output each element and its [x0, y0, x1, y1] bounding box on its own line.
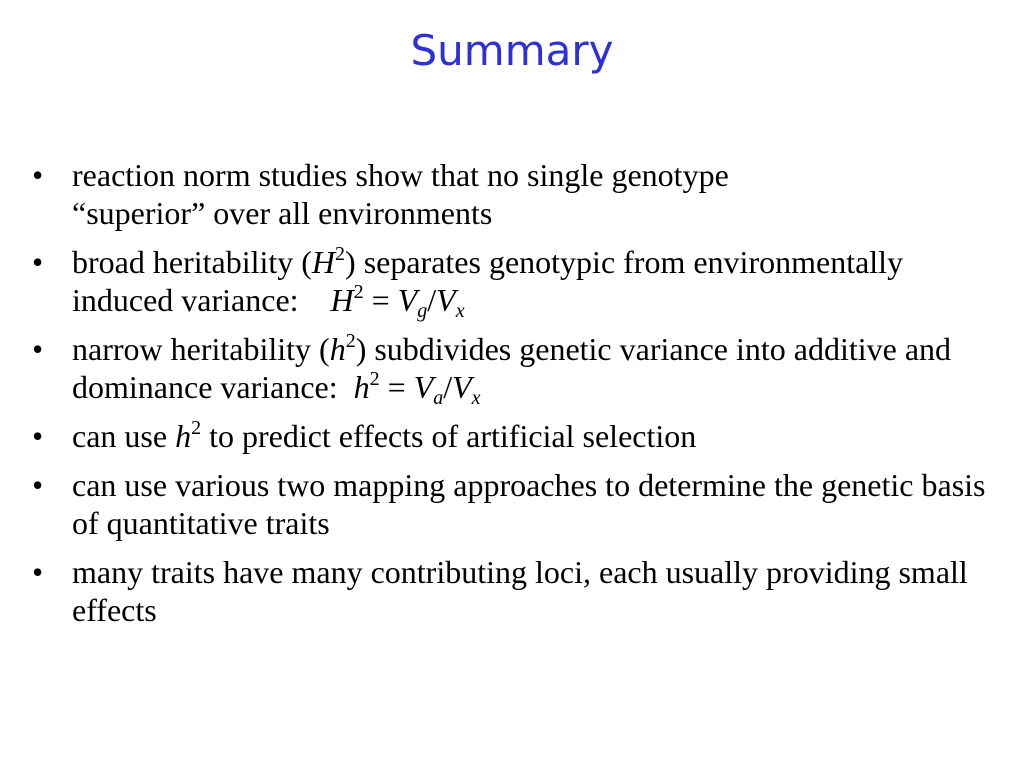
math-exponent: 2: [335, 243, 346, 265]
close-quote: ”: [191, 195, 206, 231]
bullet-text: can use various two mapping approaches to determine the genetic basis of quantitative traits: [72, 467, 986, 541]
bullet-item-reaction-norm: [30, 156, 990, 232]
formula-subscript: g: [417, 300, 428, 322]
math-exponent: 2: [345, 330, 356, 352]
bullet-text: ) subdivides genetic variance into additive and dominance variance:: [72, 331, 952, 405]
formula-slash: /: [443, 369, 453, 405]
bullet-item-broad-heritability: [30, 243, 990, 322]
formula-variable: V: [452, 369, 472, 405]
math-symbol: h: [329, 331, 346, 367]
formula-subscript: x: [455, 300, 465, 322]
formula-subscript: a: [433, 387, 444, 409]
bullet-dot-icon: •: [32, 157, 44, 193]
formula-equals: =: [379, 369, 414, 405]
formula-equals: =: [363, 282, 398, 318]
bullet-text: broad heritability (: [72, 244, 312, 280]
bullet-text: reaction norm studies show that no single genotype: [72, 157, 729, 193]
math-exponent: 2: [191, 417, 202, 439]
formula-exponent: 2: [353, 281, 364, 303]
bullet-dot-icon: •: [32, 418, 44, 454]
bullet-list: [30, 156, 990, 640]
formula-variable: V: [413, 369, 434, 405]
formula-exponent: 2: [369, 368, 380, 390]
formula-slash: /: [427, 282, 437, 318]
bullet-item-predict-selection: [30, 417, 990, 455]
slide-title: Summary: [410, 26, 614, 75]
formula-symbol: H: [330, 282, 354, 318]
formula-symbol: h: [353, 369, 370, 405]
math-symbol: H: [311, 244, 336, 280]
bullet-item-narrow-heritability: [30, 330, 990, 409]
math-symbol: h: [175, 418, 192, 454]
bullet-item-mapping-approaches: [30, 466, 990, 542]
quoted-word: superior: [86, 195, 192, 231]
bullet-dot-icon: •: [32, 331, 44, 367]
bullet-text: can use: [72, 418, 176, 454]
bullet-text: to predict effects of artificial selection: [201, 418, 697, 454]
formula-variable: V: [397, 282, 418, 318]
bullet-dot-icon: •: [32, 244, 44, 280]
bullet-text: ) separates genotypic from environmentally induced variance:: [72, 244, 904, 318]
bullet-text: many traits have many contributing loci, each usually providing small effects: [72, 554, 968, 628]
bullet-item-contributing-loci: [30, 553, 990, 629]
bullet-dot-icon: •: [32, 554, 44, 590]
open-quote: “: [72, 195, 87, 231]
formula-variable: V: [436, 282, 456, 318]
bullet-text: over all environments: [205, 195, 493, 231]
bullet-dot-icon: •: [32, 467, 44, 503]
formula-subscript: x: [471, 387, 481, 409]
bullet-text: narrow heritability (: [72, 331, 330, 367]
